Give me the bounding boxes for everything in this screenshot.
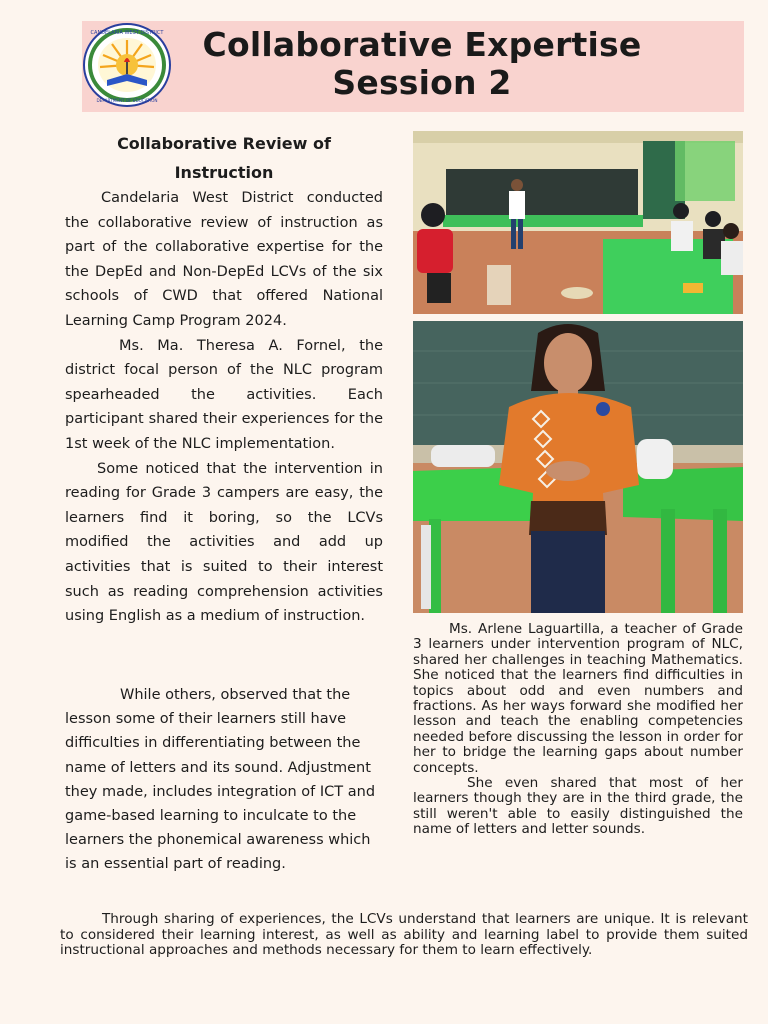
- title-line-2: Session 2: [332, 63, 512, 102]
- left-column-text-lower: [65, 683, 383, 877]
- right-column-text: [413, 622, 743, 838]
- page-title: [170, 26, 674, 102]
- right-paragraph-1: Ms. Arlene Laguartilla, a teacher of Grade 3 learners under intervention program of NLC, shared her challenges in teaching Mathematics. She noticed that the learners find difficulties in topics about odd and even numbers and fractions. As her ways forward she modified her lesson and teach the enabling competencies needed before discussing the lesson in order for her to bridge the learning gaps about number concepts.: [413, 621, 743, 776]
- left-column-text: [65, 186, 383, 629]
- paragraph-2: Ms. Ma. Theresa A. Fornel, the district focal person of the NLC program spearheaded the activities. Each participant shared their experiences for the 1st week of the NLC implementation.: [65, 337, 383, 452]
- classroom-meeting-photo: [413, 131, 743, 314]
- paragraph-4: While others, observed that the lesson some of their learners still have difficulties in differentiating between the name of letters and its sound. Adjustment they made, includes integration of ICT and game-based learning to inculcate to the learners the phonemical awareness which is an essential part of reading.: [65, 687, 376, 873]
- svg-text:DEPARTMENT OF EDUCATION: DEPARTMENT OF EDUCATION: [96, 98, 158, 103]
- district-logo: [82, 22, 172, 108]
- paragraph-1: Candelaria West District conducted the collaborative review of instruction as part of the collaborative expertise for the the DepEd and Non-DepEd LCVs of the six schools of CWD that offered National Learning Camp Program 2024.: [65, 190, 383, 329]
- section-heading: Collaborative Review of Instruction: [117, 134, 331, 182]
- right-paragraph-2: She even shared that most of her learners though they are in the third grade, the still weren't able to easily distinguished the name of letters and letter sounds.: [413, 775, 743, 838]
- teacher-speaking-photo: [413, 321, 743, 613]
- closing-paragraph: Through sharing of experiences, the LCVs understand that learners are unique. It is relevant to considered their learning interest, as well as ability and learning label to provide them suited instructional approaches and methods necessary for them to learn effectively.: [60, 911, 748, 959]
- svg-text:CANDELARIA WEST DISTRICT: CANDELARIA WEST DISTRICT: [90, 30, 164, 36]
- paragraph-3: Some noticed that the intervention in reading for Grade 3 campers are easy, the learners find it boring, so the LCVs modified the activities and add up activities that is suited to their interest such as reading comprehension activities using English as a medium of instruction.: [65, 460, 383, 625]
- title-line-1: Collaborative Expertise: [202, 25, 642, 64]
